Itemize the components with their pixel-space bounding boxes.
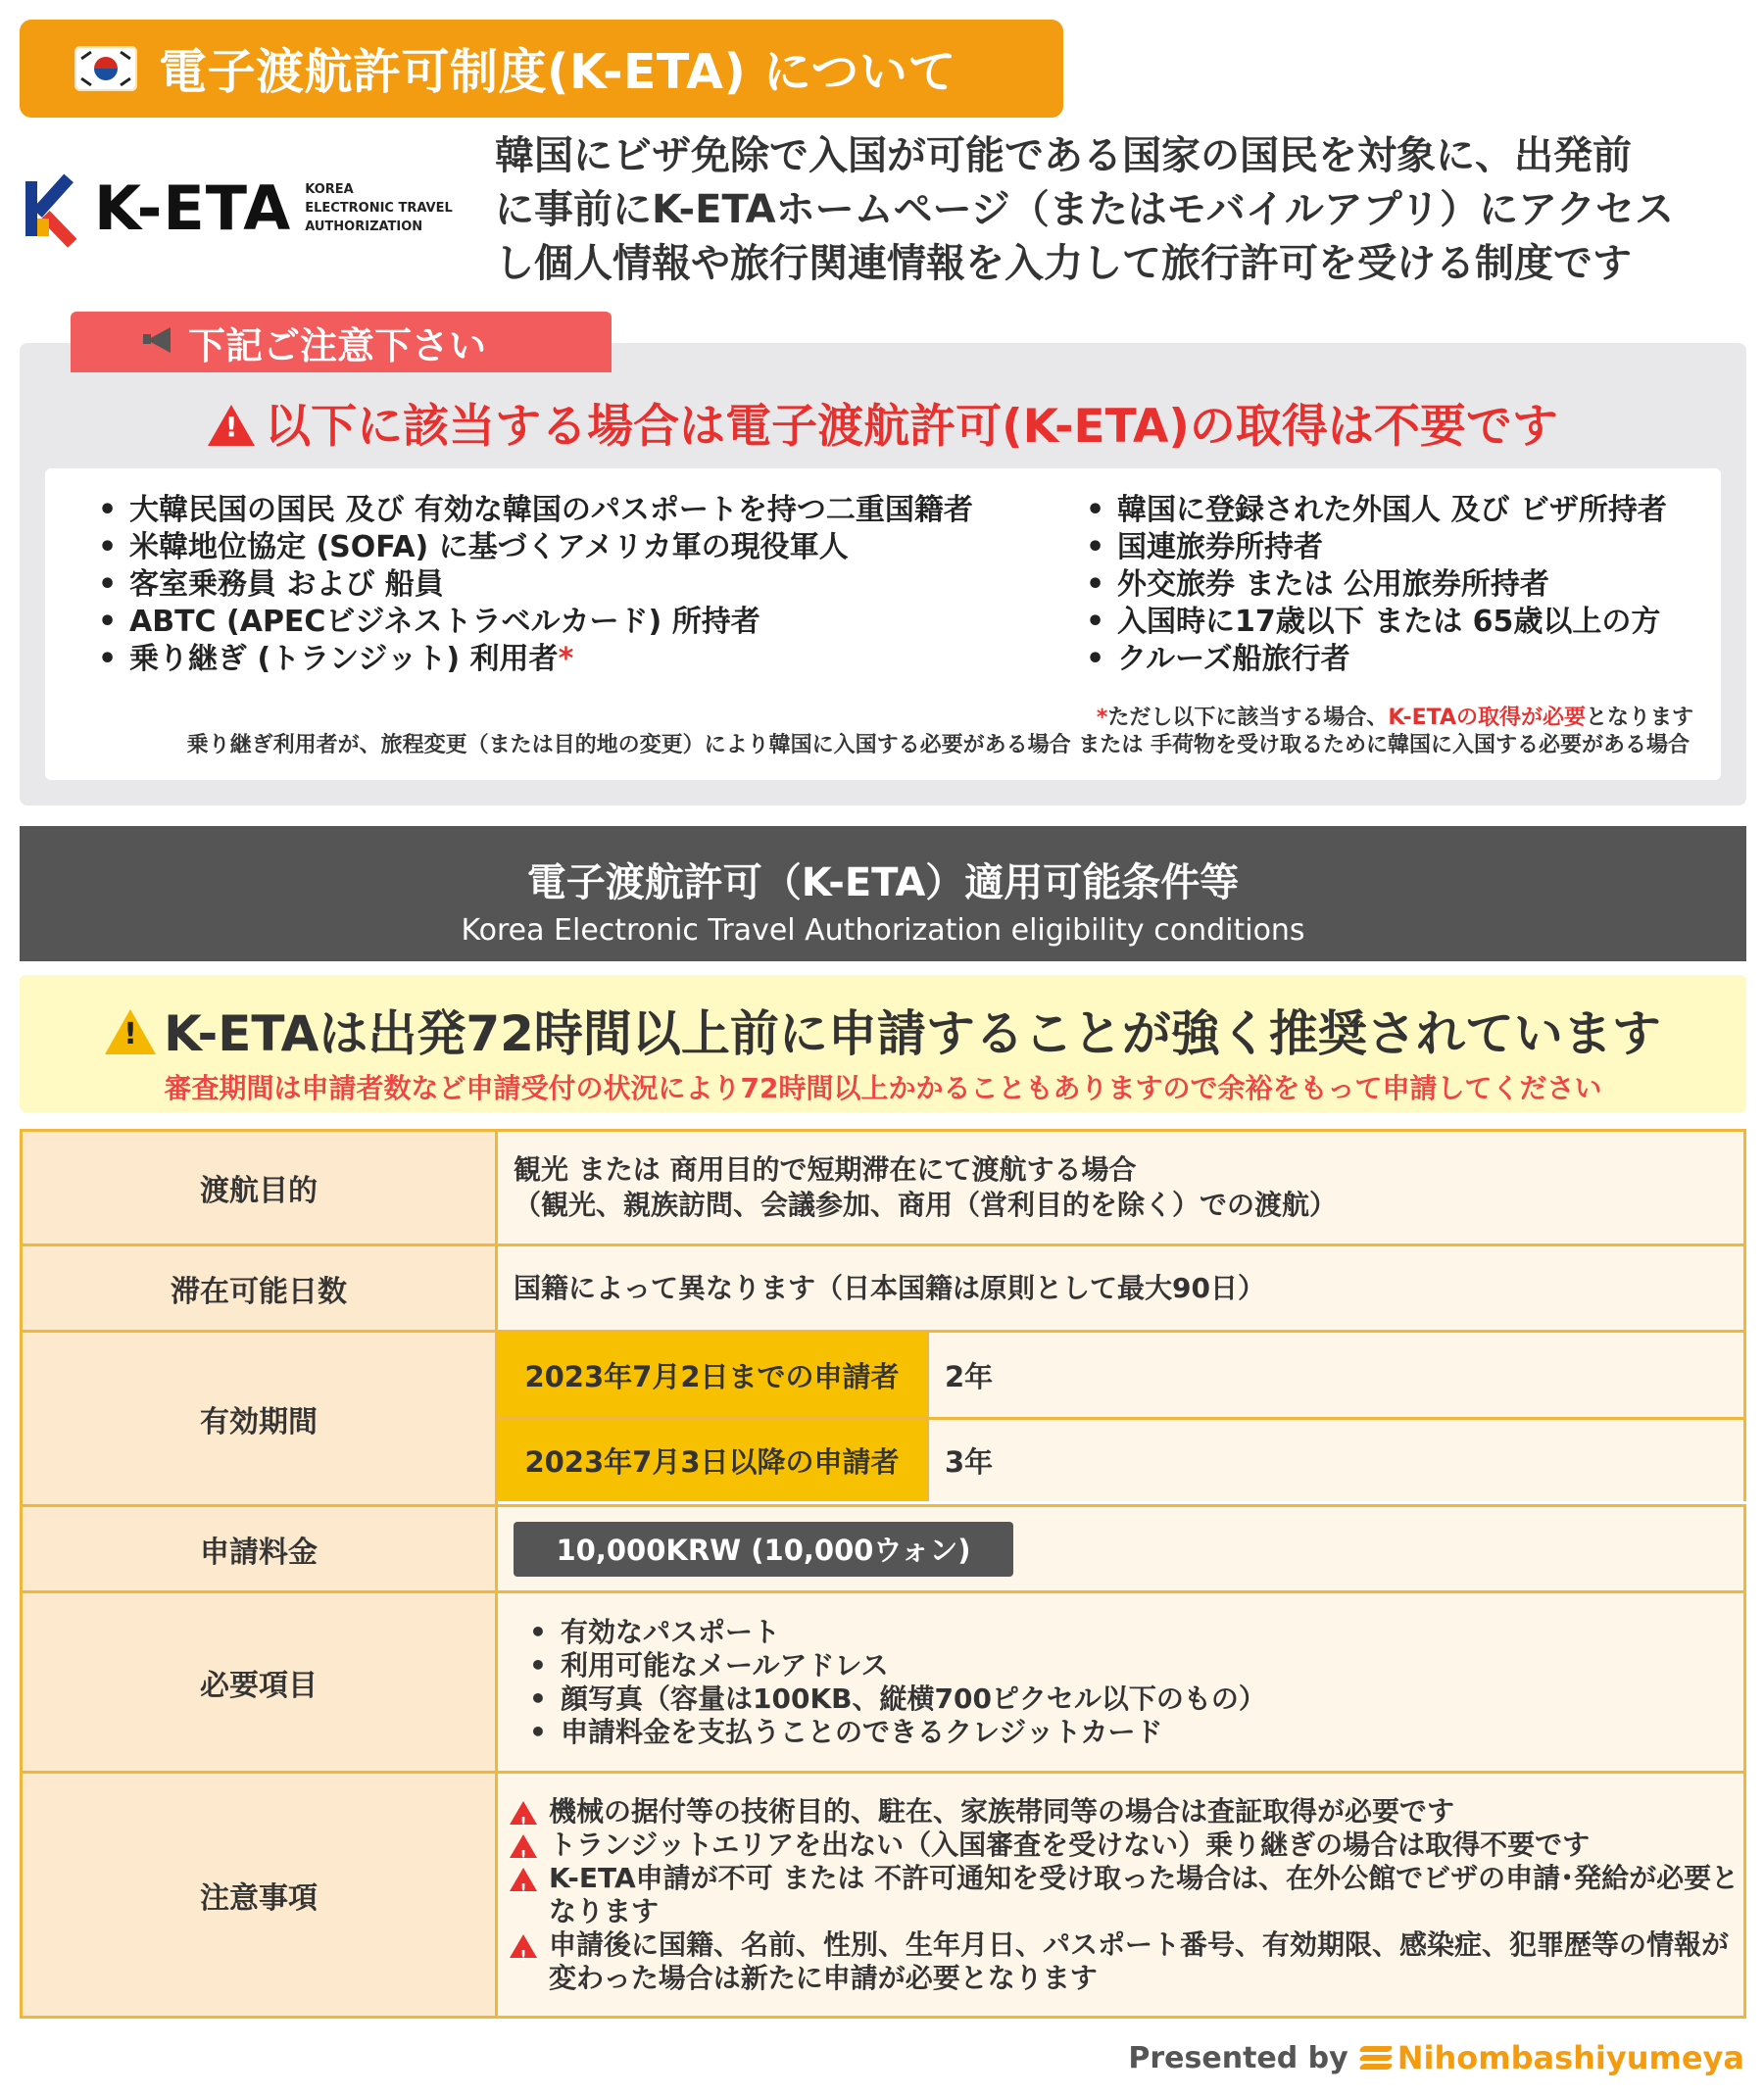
- list-item: ! 機械の据付等の技術目的、駐在、家族帯同等の場合は査証取得が必要です: [506, 1795, 1743, 1829]
- row-value: [498, 1774, 1746, 2016]
- notice-tab-label: 下記ご注意下さい: [188, 323, 487, 367]
- table-row: [23, 1246, 1746, 1333]
- eligibility-subtitle: Korea Electronic Travel Authorization eligibility conditions: [461, 913, 1305, 948]
- list-item: • ABTC (APECビジネストラベルカード) 所持者: [96, 604, 973, 641]
- validity-row: [498, 1417, 1746, 1501]
- intro-line: に事前にK-ETAホームページ（またはモバイルアプリ）にアクセス: [495, 187, 1674, 232]
- row-value: 観光 または 商用目的で短期滞在にて渡航する場合 （観光、親族訪問、会議参加、商用（営利目的を除く）での渡航）: [498, 1132, 1746, 1244]
- list-item: • 入国時に17歳以下 または 65歳以上の方: [1084, 604, 1667, 641]
- warning-icon: [208, 405, 255, 446]
- warning-icon: [510, 1934, 537, 1958]
- row-label: 必要項目: [23, 1593, 498, 1771]
- footer-credit: [1128, 2039, 1744, 2076]
- validity-value: 3年: [929, 1420, 1746, 1501]
- table-row: [23, 1507, 1746, 1593]
- list-item: • 乗り継ぎ (トランジット) 利用者*: [96, 641, 973, 678]
- row-label: 有効期間: [23, 1333, 498, 1504]
- fee-badge: 10,000KRW (10,000ウォン): [514, 1522, 1013, 1577]
- table-row: [23, 1333, 1746, 1507]
- list-item: • 利用可能なメールアドレス: [527, 1649, 1743, 1682]
- list-item: • 韓国に登録された外国人 及び ビザ所持者: [1084, 492, 1667, 529]
- notice-heading: !以下に該当する場合は電子渡航許可(K-ETA)の取得は不要です: [20, 390, 1746, 456]
- table-row: [23, 1132, 1746, 1246]
- asterisk-mark: *: [558, 642, 574, 676]
- list-item: • 申請料金を支払うことのできるクレジットカード: [527, 1716, 1743, 1749]
- table-row: [23, 1774, 1746, 2019]
- presented-by-label: Presented by: [1128, 2040, 1348, 2075]
- title-bar: [20, 20, 1063, 118]
- brand-name: Nihombashiyumeya: [1396, 2039, 1744, 2076]
- list-item: ! 申請後に国籍、名前、性別、生年月日、パスポート番号、有効期限、感染症、犯罪歴等の情報が変わった場合は新たに申請が必要となります: [506, 1928, 1743, 1995]
- applicant-period: 2023年7月2日までの申請者: [498, 1333, 929, 1417]
- table-row: [23, 1593, 1746, 1774]
- intro-text: [495, 129, 1749, 291]
- recommendation-box: [20, 975, 1746, 1112]
- exemption-list-right: [1084, 492, 1667, 678]
- notice-tab: [71, 312, 612, 372]
- list-item: • 米韓地位協定 (SOFA) に基づくアメリカ軍の現役軍人: [96, 529, 973, 566]
- row-value: 国籍によって異なります（日本国籍は原則として最大90日）: [498, 1246, 1746, 1330]
- list-item: • 顔写真（容量は100KB、縦横700ピクセル以下のもの）: [527, 1682, 1743, 1716]
- logo-wordmark: K-ETA: [94, 172, 292, 244]
- k-eta-logo: [25, 171, 476, 245]
- warning-icon: [510, 1868, 537, 1891]
- notice-box: [20, 343, 1746, 805]
- list-item: ! K-ETA申請が不可 または 不許可通知を受け取った場合は、在外公館でビザの申請･発給が必要となります: [506, 1862, 1743, 1928]
- recommendation-main: !K-ETAは出発72時間以上前に申請することが強く推奨されています: [20, 995, 1746, 1065]
- list-item: ! トランジットエリアを出ない（入国審査を受けない）乗り継ぎの場合は取得不要です: [506, 1829, 1743, 1862]
- logo-subtitle: KOREA ELECTRONIC TRAVEL AUTHORIZATION: [305, 182, 453, 234]
- intro-line: し個人情報や旅行関連情報を入力して旅行許可を受ける制度です: [495, 241, 1632, 286]
- applicant-period: 2023年7月3日以降の申請者: [498, 1420, 929, 1501]
- validity-row: [498, 1333, 1746, 1417]
- exemption-list-left: [96, 492, 973, 678]
- list-item: • 国連旅券所持者: [1084, 529, 1667, 566]
- validity-subtable: [498, 1333, 1746, 1504]
- korea-flag-icon: [74, 46, 137, 91]
- requirements-list: [498, 1616, 1743, 1749]
- megaphone-icon: [143, 325, 172, 353]
- eligibility-title: 電子渡航許可（K-ETA）適用可能条件等: [526, 860, 1240, 905]
- list-item: • 有効なパスポート: [527, 1616, 1743, 1649]
- brand-logo-icon: [1360, 2044, 1392, 2072]
- list-item: • 大韓民国の国民 及び 有効な韓国のパスポートを持つ二重国籍者: [96, 492, 973, 529]
- recommendation-sub: 審査期間は申請者数など申請受付の状況により72時間以上かかることもありますので余裕をもって申請してください: [164, 1072, 1602, 1104]
- list-item: • 外交旅券 または 公用旅券所持者: [1084, 566, 1667, 604]
- row-label: 滞在可能日数: [23, 1246, 498, 1330]
- list-item: • 客室乗務員 および 船員: [96, 566, 973, 604]
- warning-icon: [510, 1801, 537, 1825]
- row-value: [498, 1593, 1746, 1771]
- list-item: • クルーズ船旅行者: [1084, 641, 1667, 678]
- row-value: [498, 1507, 1746, 1590]
- warning-icon: [105, 1009, 156, 1054]
- intro-line: 韓国にビザ免除で入国が可能である国家の国民を対象に、出発前: [495, 133, 1632, 178]
- k-eta-logo-mark: [25, 181, 80, 236]
- validity-value: 2年: [929, 1333, 1746, 1417]
- page-title: 電子渡航許可制度(K-ETA) について: [159, 44, 956, 100]
- exemption-panel: [45, 468, 1721, 780]
- footnote-detail: 乗り継ぎ利用者が、旅程変更（または目的地の変更）により韓国に入国する必要がある場合 または 手荷物を受け取るために韓国に入国する必要がある場合: [186, 733, 1690, 757]
- warning-icon: [510, 1834, 537, 1858]
- row-label: 注意事項: [23, 1774, 498, 2016]
- footnote: *ただし以下に該当する場合、K-ETAの取得が必要となります: [1096, 706, 1693, 730]
- eligibility-header: [20, 826, 1746, 961]
- row-label: 渡航目的: [23, 1132, 498, 1244]
- row-label: 申請料金: [23, 1507, 498, 1590]
- conditions-table: [20, 1129, 1746, 2019]
- cautions-list: [498, 1795, 1743, 1995]
